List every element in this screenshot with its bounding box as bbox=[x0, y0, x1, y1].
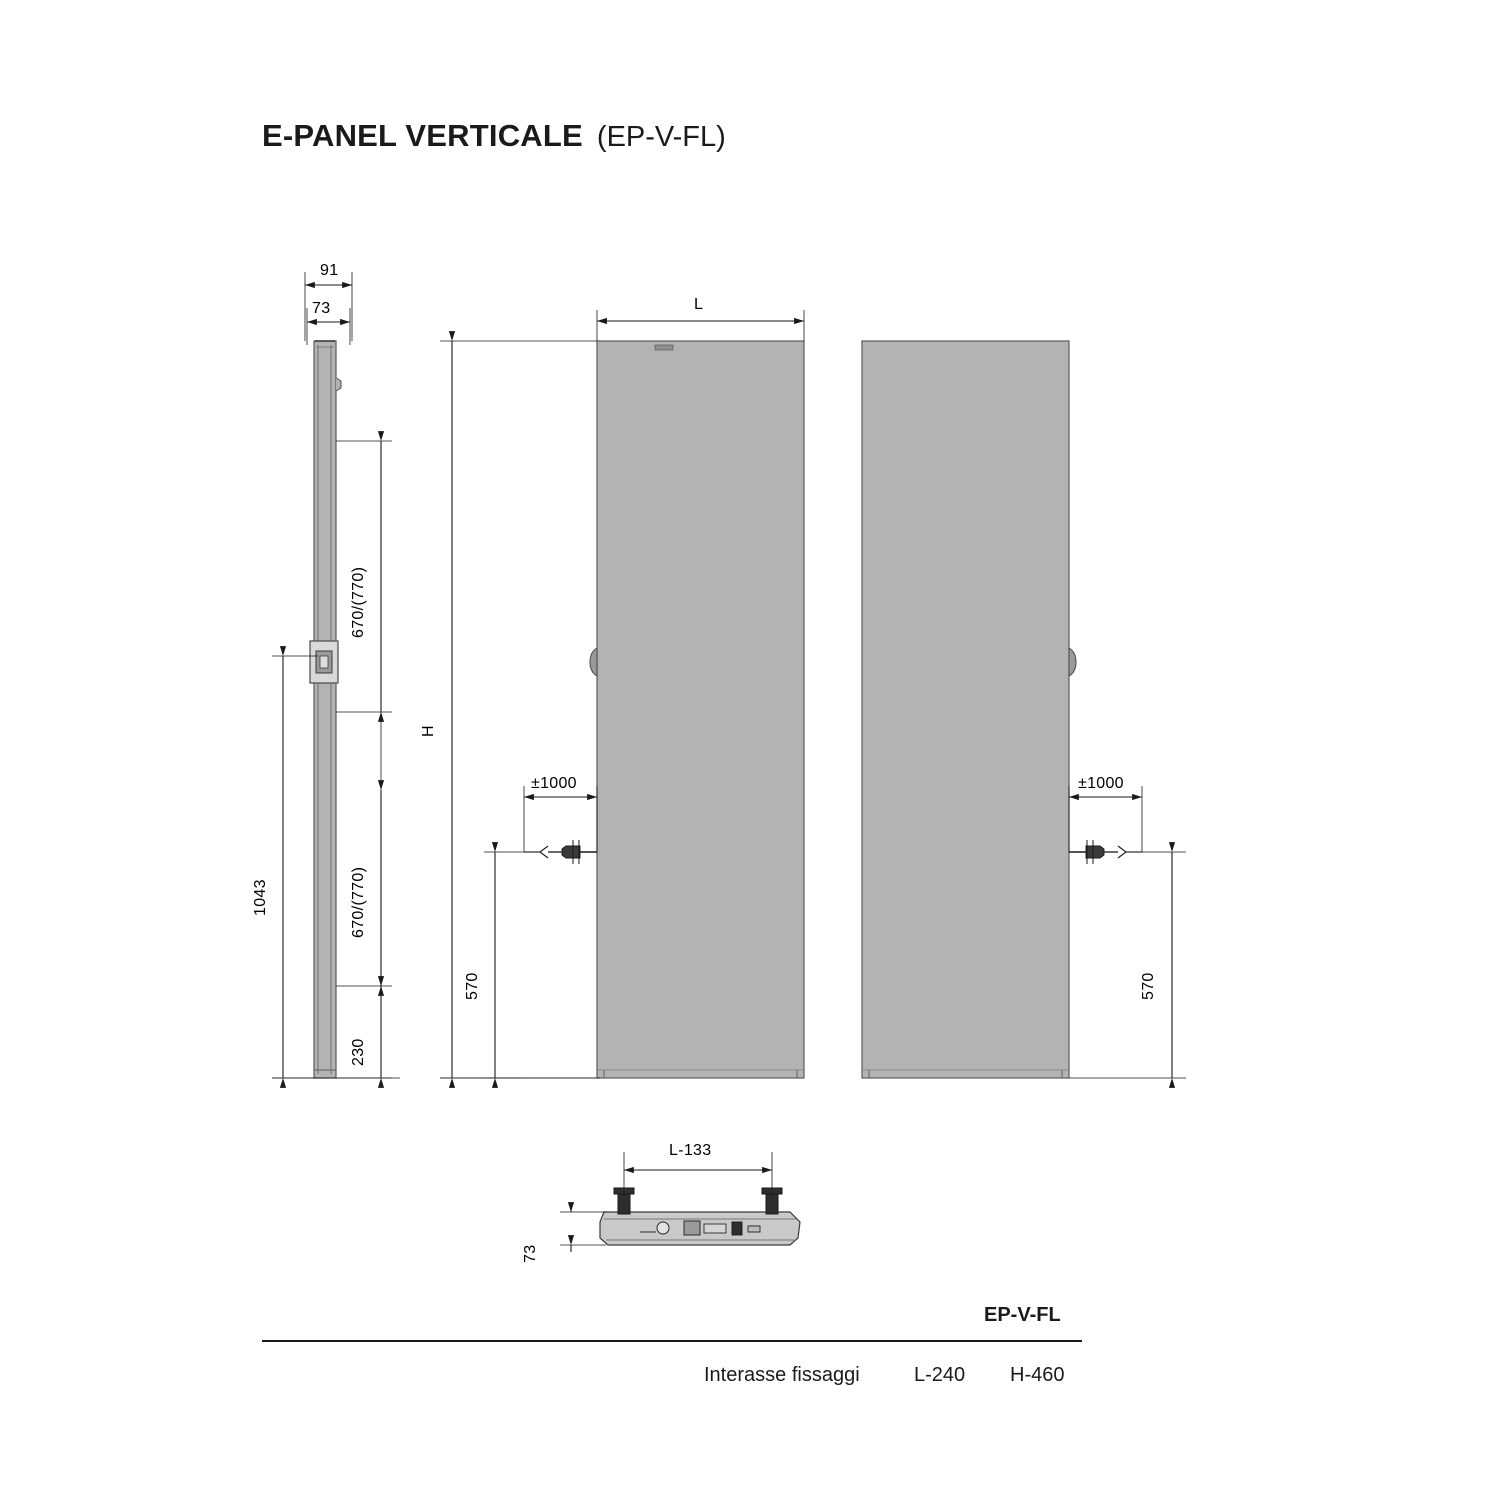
dim-label-segment-bottom: 230 bbox=[350, 1038, 367, 1066]
footer-product-code: EP-V-FL bbox=[984, 1304, 1061, 1326]
dim-L bbox=[597, 310, 804, 341]
dim-label-cable-right: ±1000 bbox=[1078, 775, 1124, 792]
dim-label-cable-left: ±1000 bbox=[531, 775, 577, 792]
dim-label-L133: L-133 bbox=[669, 1142, 712, 1159]
dim-570-right bbox=[1069, 852, 1186, 1078]
dim-H bbox=[440, 341, 597, 1078]
dim-chain-side bbox=[336, 441, 392, 1078]
cable-right bbox=[1069, 786, 1142, 864]
product-name: E-PANEL VERTICALE bbox=[262, 118, 583, 153]
dim-label-91: 91 bbox=[320, 262, 339, 279]
dim-label-570-left: 570 bbox=[464, 972, 481, 1000]
dim-label-segment-upper: 670/(770) bbox=[350, 566, 367, 638]
dim-570-left bbox=[484, 852, 524, 1078]
rear-view-panel bbox=[862, 341, 1076, 1078]
dim-label-73: 73 bbox=[312, 300, 331, 317]
front-view-panel bbox=[590, 341, 804, 1078]
footer-h-value: H-460 bbox=[1010, 1364, 1065, 1386]
dim-label-570-right: 570 bbox=[1140, 972, 1157, 1000]
dim-label-1043: 1043 bbox=[252, 879, 269, 916]
footer-row-label: Interasse fissaggi bbox=[704, 1364, 860, 1386]
dim-1043 bbox=[272, 656, 318, 1078]
product-code: (EP-V-FL) bbox=[596, 121, 726, 153]
side-view-panel bbox=[310, 341, 341, 1078]
dim-label-73-detail: 73 bbox=[522, 1244, 539, 1263]
bottom-bracket-detail bbox=[600, 1188, 800, 1245]
dim-73-detail bbox=[560, 1205, 606, 1252]
footer-divider bbox=[262, 1340, 1082, 1342]
dim-label-L: L bbox=[694, 296, 704, 313]
footer-l-value: L-240 bbox=[914, 1364, 966, 1386]
dim-label-H: H bbox=[420, 725, 437, 737]
dim-label-segment-lower: 670/(770) bbox=[350, 866, 367, 938]
cable-left bbox=[524, 786, 597, 864]
